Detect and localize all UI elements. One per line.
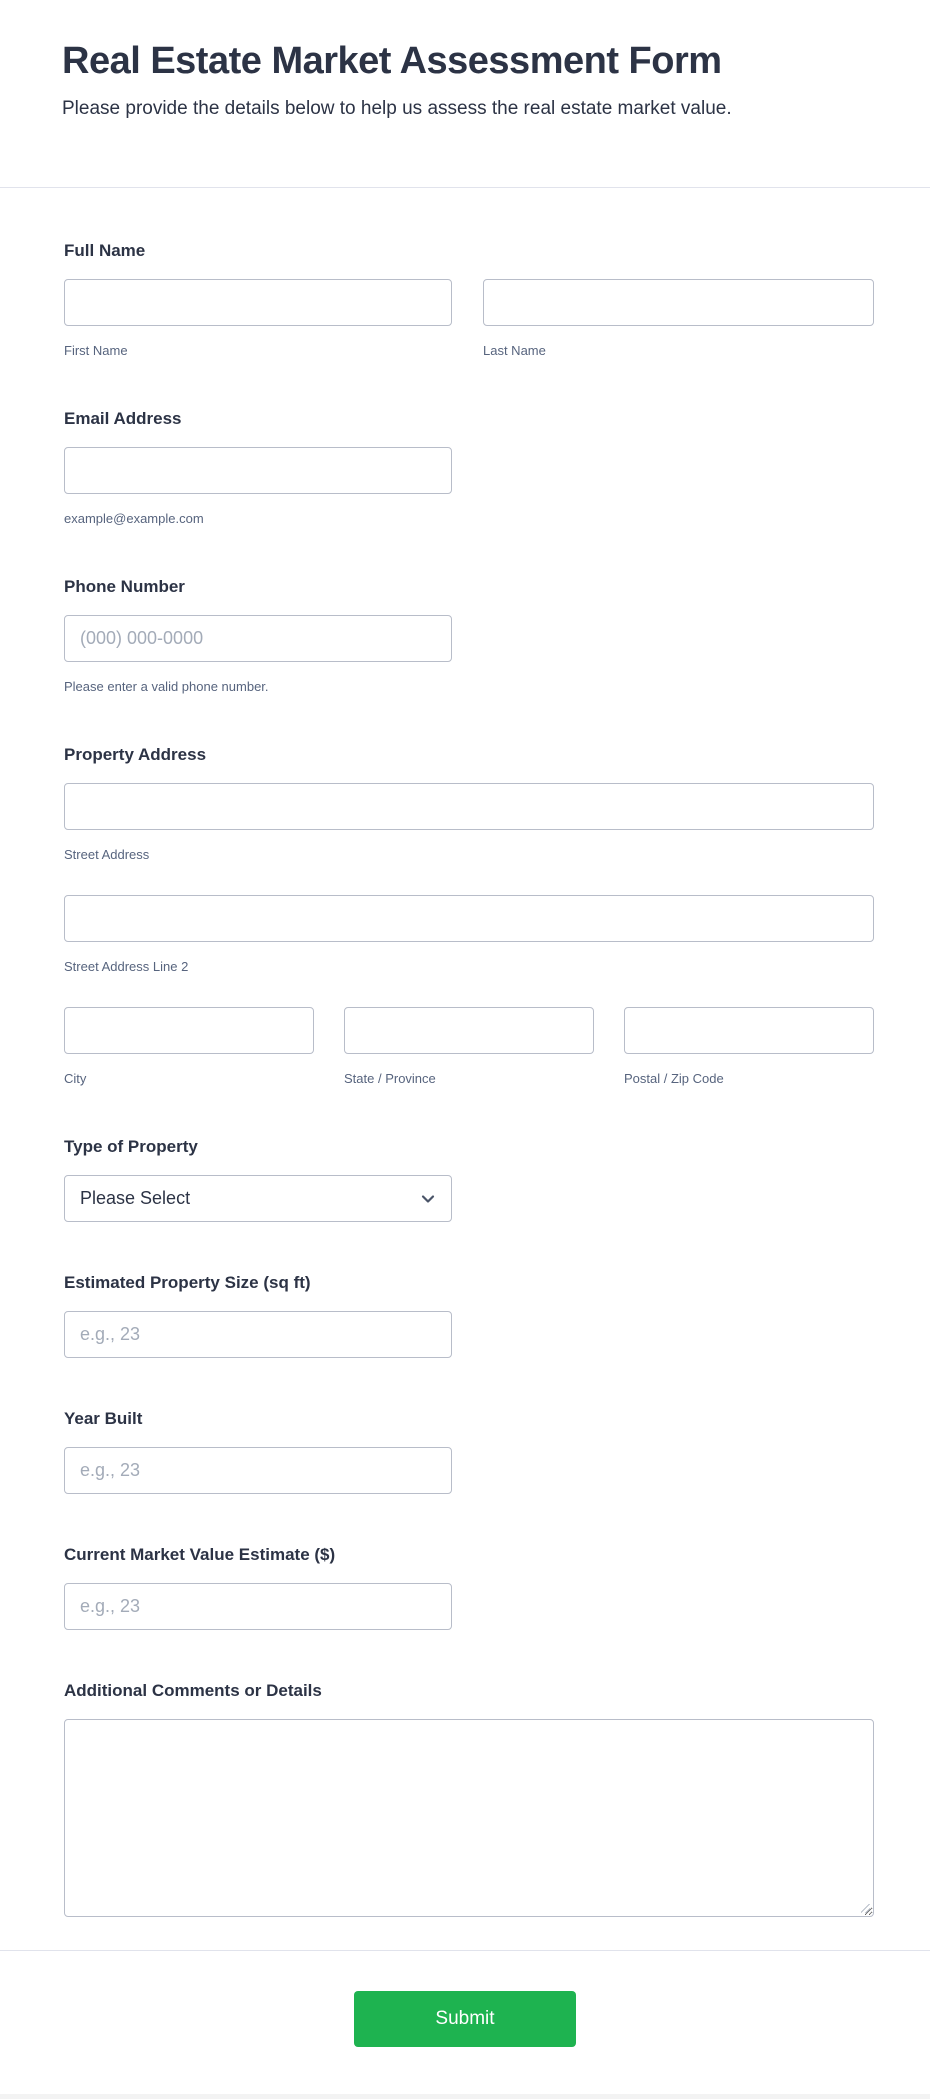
form-header xyxy=(0,0,930,188)
street-address-sublabel: Street Address xyxy=(64,847,150,862)
field-property-type xyxy=(64,1137,874,1222)
postal-input[interactable] xyxy=(624,1007,874,1054)
field-market-value xyxy=(64,1545,874,1630)
state-column xyxy=(344,1007,594,1086)
property-type-selected-value: Please Select xyxy=(80,1188,191,1208)
submit-section xyxy=(0,1950,930,2094)
email-input[interactable] xyxy=(64,447,452,494)
street-address2-sublabel: Street Address Line 2 xyxy=(64,959,189,974)
full-name-label: Full Name xyxy=(64,241,146,260)
property-type-label: Type of Property xyxy=(64,1137,198,1156)
street-address2-input[interactable] xyxy=(64,895,874,942)
city-sublabel: City xyxy=(64,1071,87,1086)
last-name-column xyxy=(483,279,874,358)
market-value-label: Current Market Value Estimate ($) xyxy=(64,1545,336,1564)
comments-label: Additional Comments or Details xyxy=(64,1681,322,1700)
street-address2-block xyxy=(64,895,874,974)
city-column xyxy=(64,1007,314,1086)
form-subtitle: Please provide the details below to help us assess the real estate market value. xyxy=(62,98,732,119)
field-comments xyxy=(64,1681,874,1917)
city-state-postal-row xyxy=(64,1007,874,1086)
chevron-down-icon xyxy=(419,1190,437,1208)
street-address-block xyxy=(64,783,874,862)
form-body xyxy=(0,188,930,1917)
first-name-sublabel: First Name xyxy=(64,343,128,358)
field-email xyxy=(64,409,874,526)
property-size-label: Estimated Property Size (sq ft) xyxy=(64,1273,311,1292)
first-name-input[interactable] xyxy=(64,279,452,326)
email-sublabel: example@example.com xyxy=(64,511,204,526)
market-value-input[interactable] xyxy=(64,1583,452,1630)
first-name-column xyxy=(64,279,452,358)
phone-label: Phone Number xyxy=(64,577,185,596)
field-property-size xyxy=(64,1273,874,1358)
postal-column xyxy=(624,1007,874,1086)
year-built-input[interactable] xyxy=(64,1447,452,1494)
state-input[interactable] xyxy=(344,1007,594,1054)
last-name-input[interactable] xyxy=(483,279,874,326)
field-phone xyxy=(64,577,874,694)
comments-textarea-wrap xyxy=(64,1719,874,1917)
property-address-label: Property Address xyxy=(64,745,207,764)
full-name-row xyxy=(64,279,874,358)
field-property-address xyxy=(64,745,874,1086)
property-size-input[interactable] xyxy=(64,1311,452,1358)
street-address-input[interactable] xyxy=(64,783,874,830)
phone-input[interactable] xyxy=(64,615,452,662)
field-full-name xyxy=(64,241,874,358)
comments-textarea[interactable] xyxy=(64,1719,874,1917)
email-label: Email Address xyxy=(64,409,182,428)
field-year-built xyxy=(64,1409,874,1494)
city-input[interactable] xyxy=(64,1007,314,1054)
phone-sublabel: Please enter a valid phone number. xyxy=(64,679,269,694)
last-name-sublabel: Last Name xyxy=(483,343,546,358)
form-title: Real Estate Market Assessment Form xyxy=(62,40,722,82)
state-sublabel: State / Province xyxy=(344,1071,436,1086)
postal-sublabel: Postal / Zip Code xyxy=(624,1071,724,1086)
submit-button[interactable]: Submit xyxy=(354,1991,576,2047)
year-built-label: Year Built xyxy=(64,1409,143,1428)
property-type-select[interactable] xyxy=(64,1175,452,1222)
